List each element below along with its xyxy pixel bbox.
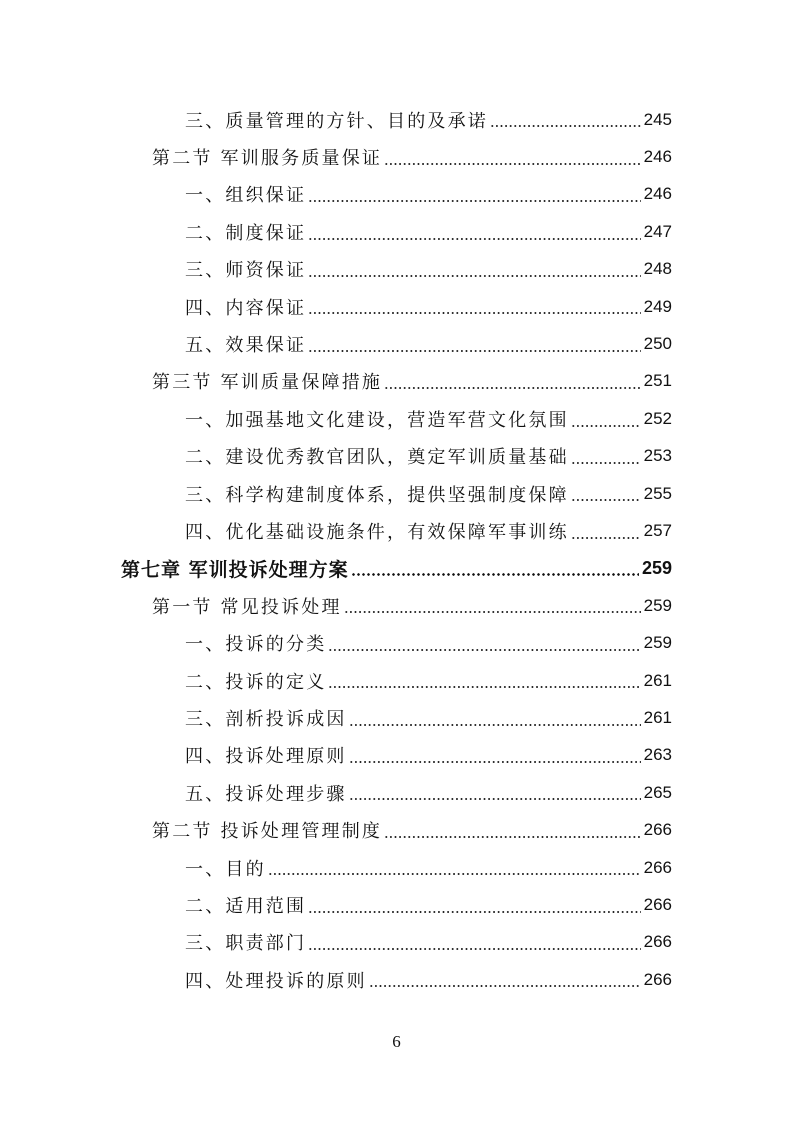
- toc-dot-leader: [351, 573, 639, 576]
- toc-dot-leader: [490, 125, 641, 127]
- toc-dot-leader: [344, 611, 641, 613]
- toc-dot-leader: [349, 724, 641, 726]
- toc-entry[interactable]: [0, 363, 793, 400]
- toc-entry-title: 第二节 军训服务质量保证: [152, 148, 383, 170]
- toc-entry-page: 259: [641, 557, 672, 578]
- toc-entry-page: 263: [643, 745, 672, 765]
- toc-dot-leader: [328, 649, 640, 651]
- toc-entry[interactable]: [0, 512, 793, 549]
- toc-dot-leader: [369, 985, 641, 987]
- toc-entry-page: 266: [643, 969, 672, 989]
- toc-entry[interactable]: [0, 886, 793, 923]
- toc-entry-page: 251: [643, 371, 672, 391]
- toc-entry-title: 三、师资保证: [185, 260, 307, 282]
- toc-entry[interactable]: [0, 213, 793, 250]
- toc-entry-page: 266: [643, 894, 672, 914]
- toc-entry[interactable]: [0, 924, 793, 961]
- toc-dot-leader: [308, 350, 640, 352]
- toc-entry-page: 253: [643, 446, 672, 466]
- toc-entry-page: 255: [643, 483, 672, 503]
- toc-entry-page: 261: [643, 707, 672, 727]
- toc-dot-leader: [328, 686, 640, 688]
- toc-entry-page: 247: [643, 221, 672, 241]
- toc-dot-leader: [308, 948, 640, 950]
- toc-dot-leader: [571, 499, 641, 501]
- toc-dot-leader: [268, 873, 641, 875]
- toc-entry[interactable]: [0, 101, 793, 138]
- toc-entry-page: 266: [643, 857, 672, 877]
- toc-dot-leader: [308, 911, 640, 913]
- toc-entry-title: 二、投诉的定义: [185, 671, 327, 693]
- toc-entry[interactable]: [0, 288, 793, 325]
- toc-entry-page: 266: [643, 932, 672, 952]
- toc-entry-page: 266: [643, 820, 672, 840]
- toc-dot-leader: [384, 163, 641, 165]
- toc-entry[interactable]: [0, 176, 793, 213]
- toc-dot-leader: [384, 836, 641, 838]
- toc-entry-title: 第二节 投诉处理管理制度: [152, 821, 383, 843]
- toc-entry[interactable]: [0, 325, 793, 362]
- page-number: 6: [392, 1032, 401, 1051]
- toc-entry[interactable]: [0, 849, 793, 886]
- toc-dot-leader: [308, 200, 640, 202]
- toc-entry-title: 一、投诉的分类: [185, 634, 327, 656]
- toc-entry-page: 257: [643, 520, 672, 540]
- toc-entry-title: 五、投诉处理步骤: [185, 783, 347, 805]
- toc-entry[interactable]: [0, 400, 793, 437]
- toc-entry-title: 一、目的: [185, 858, 266, 880]
- toc-entry[interactable]: [0, 774, 793, 811]
- toc-entry-title: 三、科学构建制度体系，提供坚强制度保障: [185, 484, 569, 506]
- toc-entry[interactable]: [0, 624, 793, 661]
- toc-dot-leader: [308, 238, 640, 240]
- toc-entry-page: 250: [643, 334, 672, 354]
- toc-dot-leader: [384, 387, 641, 389]
- toc-dot-leader: [571, 462, 641, 464]
- toc-entry-title: 三、质量管理的方针、目的及承诺: [185, 110, 488, 132]
- toc-entry[interactable]: [0, 737, 793, 774]
- toc-entry-page: 259: [643, 633, 672, 653]
- toc-dot-leader: [571, 425, 641, 427]
- toc-entry-title: 一、组织保证: [185, 185, 307, 207]
- toc-entry-page: 245: [643, 109, 672, 129]
- toc-entry[interactable]: [0, 251, 793, 288]
- toc-entry[interactable]: [0, 550, 793, 587]
- toc-entry[interactable]: [0, 961, 793, 998]
- toc-entry-title: 三、职责部门: [185, 933, 307, 955]
- toc-entry-page: 252: [643, 408, 672, 428]
- toc-entry-page: 246: [643, 184, 672, 204]
- toc-dot-leader: [308, 312, 640, 314]
- toc-entry[interactable]: [0, 662, 793, 699]
- toc-entry-page: 265: [643, 782, 672, 802]
- toc-entry-title: 第三节 军训质量保障措施: [152, 372, 383, 394]
- toc-entry-title: 二、建设优秀教官团队，奠定军训质量基础: [185, 447, 569, 469]
- toc-dot-leader: [571, 537, 641, 539]
- toc-entry-title: 四、投诉处理原则: [185, 746, 347, 768]
- toc-entry[interactable]: [0, 699, 793, 736]
- toc-entry[interactable]: [0, 438, 793, 475]
- toc-entry-title: 四、优化基础设施条件，有效保障军事训练: [185, 521, 569, 543]
- toc-dot-leader: [308, 275, 640, 277]
- toc-entry-page: 259: [643, 595, 672, 615]
- toc-entry[interactable]: [0, 475, 793, 512]
- toc-entry-page: 248: [643, 259, 672, 279]
- toc-entry-title: 二、制度保证: [185, 222, 307, 244]
- toc-entry[interactable]: [0, 138, 793, 175]
- toc-dot-leader: [349, 761, 641, 763]
- toc-entry-title: 四、处理投诉的原则: [185, 970, 367, 992]
- table-of-contents: [0, 101, 793, 998]
- toc-entry-title: 第一节 常见投诉处理: [152, 596, 342, 618]
- toc-entry-title: 三、剖析投诉成因: [185, 708, 347, 730]
- toc-entry-title: 二、适用范围: [185, 895, 307, 917]
- toc-entry-page: 261: [643, 670, 672, 690]
- toc-entry-page: 246: [643, 147, 672, 167]
- toc-entry-title: 五、效果保证: [185, 335, 307, 357]
- toc-entry-page: 249: [643, 296, 672, 316]
- toc-entry[interactable]: [0, 587, 793, 624]
- toc-entry-title: 四、内容保证: [185, 297, 307, 319]
- toc-entry[interactable]: [0, 811, 793, 848]
- toc-dot-leader: [349, 798, 641, 800]
- toc-entry-title: 第七章 军训投诉处理方案: [121, 558, 349, 581]
- toc-entry-title: 一、加强基地文化建设，营造军营文化氛围: [185, 409, 569, 431]
